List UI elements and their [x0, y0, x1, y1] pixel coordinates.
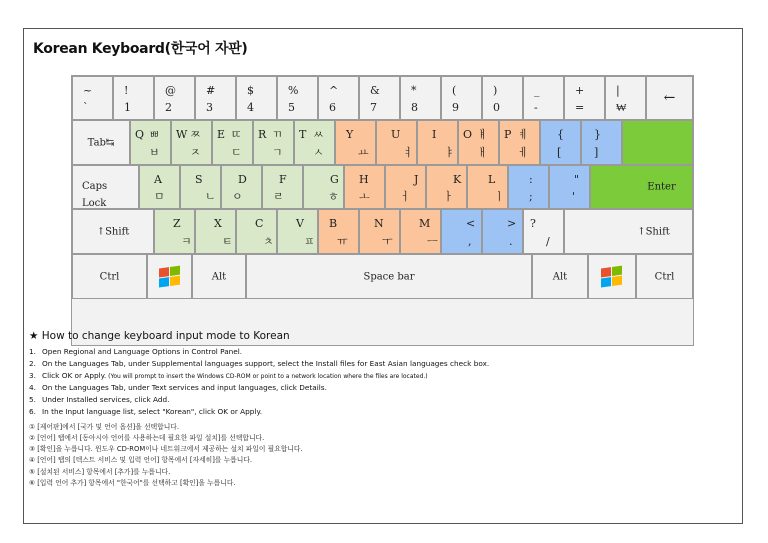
key-hangul-shift: ㅃ — [149, 128, 160, 141]
step-number: 3. — [29, 370, 36, 380]
key-latin: J — [414, 173, 419, 186]
key-3[interactable] — [195, 76, 236, 120]
key-hangul-shift: ㅉ — [190, 128, 201, 141]
key-latin: O — [463, 128, 473, 141]
key-hangul: ㄴ — [205, 190, 216, 203]
key-shift-char: ^ — [329, 84, 339, 97]
key-shift-char: } — [594, 128, 601, 141]
key-d[interactable] — [221, 165, 262, 209]
key-equals[interactable] — [564, 76, 605, 120]
key-hangul: ㅓ — [400, 190, 411, 203]
key-left-windows[interactable] — [147, 254, 192, 299]
key-backspace[interactable] — [646, 76, 693, 120]
key-hangul: ㅇ — [232, 190, 243, 203]
step-number: 6. — [29, 406, 36, 416]
key-l[interactable] — [467, 165, 508, 209]
list-item — [29, 370, 737, 383]
key-base-char: 9 — [452, 101, 459, 114]
key-latin: U — [391, 128, 401, 141]
key-latin: M — [419, 217, 431, 230]
key-hangul: ㅎ — [328, 190, 339, 203]
key-semicolon[interactable] — [508, 165, 549, 209]
key-shift-char: $ — [247, 84, 254, 97]
key-s[interactable] — [180, 165, 221, 209]
key-latin: B — [329, 217, 338, 230]
key-left-shift[interactable] — [72, 209, 154, 254]
key-latin: I — [432, 128, 437, 141]
caps-label-line1: Caps — [82, 181, 108, 192]
key-v[interactable] — [277, 209, 318, 254]
key-hangul: ㅂ — [149, 146, 160, 159]
key-w[interactable] — [171, 120, 212, 165]
key-label: Alt — [552, 271, 568, 282]
key-shift-char: > — [507, 217, 517, 230]
key-4[interactable] — [236, 76, 277, 120]
key-shift-char: { — [557, 128, 564, 141]
key-t[interactable] — [294, 120, 335, 165]
step-number: 1. — [29, 347, 36, 356]
key-hangul: ㅗ — [359, 190, 370, 203]
key-base-char: 5 — [288, 101, 295, 114]
instructions — [29, 329, 737, 489]
key-r[interactable] — [253, 120, 294, 165]
key-hangul: ㅏ — [443, 190, 454, 203]
key-hangul: ㅁ — [154, 190, 165, 203]
key-shift-char: & — [370, 84, 380, 97]
key-label: ↑Shift — [96, 226, 130, 237]
key-h[interactable] — [344, 165, 385, 209]
key-latin: E — [217, 128, 226, 141]
key-hangul: ㄹ — [273, 190, 284, 203]
key-o[interactable] — [458, 120, 499, 165]
list-item: ② [언어] 탭에서 [동아시아 언어를 사용하는데 필요한 파일 설치]를 선택합니다. — [29, 433, 265, 442]
key-base-char: 3 — [206, 101, 213, 114]
key-comma[interactable] — [441, 209, 482, 254]
key-shift-char: * — [411, 84, 417, 97]
key-hangul: ㅠ — [337, 235, 348, 248]
key-latin: Y — [346, 128, 354, 141]
instructions-heading: ★ How to change keyboard input mode to Korean — [29, 330, 290, 342]
key-label: Ctrl — [654, 271, 675, 282]
key-base-char: = — [575, 101, 585, 114]
key-base-char: 4 — [247, 101, 254, 114]
key-hangul: ㅋ — [181, 235, 192, 248]
key-slash[interactable] — [523, 209, 564, 254]
key-latin: H — [359, 173, 369, 186]
key-hangul: ㅊ — [263, 235, 274, 248]
key-hangul-shift: ㄲ — [272, 128, 283, 141]
key-base-char: ₩ — [616, 101, 627, 114]
key-latin: Q — [135, 128, 145, 141]
key-hangul: ㅅ — [313, 146, 324, 159]
key-9[interactable] — [441, 76, 482, 120]
key-shift-char: + — [575, 84, 585, 97]
key-base-char: [ — [557, 146, 562, 159]
key-label: Alt — [211, 271, 227, 282]
key-z[interactable] — [154, 209, 195, 254]
key-left-alt[interactable] — [192, 254, 246, 299]
key-q[interactable] — [130, 120, 171, 165]
key-base-char: 6 — [329, 101, 336, 114]
key-hangul: ㅕ — [403, 146, 414, 159]
key-space[interactable] — [246, 254, 532, 299]
key-base-char: - — [534, 101, 538, 114]
key-latin: F — [279, 173, 287, 186]
key-k[interactable] — [426, 165, 467, 209]
key-left-ctrl[interactable] — [72, 254, 147, 299]
key-base-char: ` — [83, 101, 89, 114]
list-item — [29, 382, 737, 394]
key-latin: S — [195, 173, 203, 186]
key-hangul: ㄱ — [272, 146, 283, 159]
backspace-arrow-icon: ← — [663, 90, 676, 106]
key-base-char: / — [546, 235, 550, 248]
key-base-char: 7 — [370, 101, 377, 114]
key-minus[interactable] — [523, 76, 564, 120]
key-u[interactable] — [376, 120, 417, 165]
key-label: Tab↹ — [87, 137, 115, 148]
key-latin: G — [330, 173, 339, 186]
key-base-char: 1 — [124, 101, 131, 114]
key-hangul-shift: ㅖ — [518, 128, 529, 141]
key-8[interactable] — [400, 76, 441, 120]
keyboard-layout — [71, 75, 694, 346]
key-left-bracket[interactable] — [540, 120, 581, 165]
key-grave[interactable] — [72, 76, 113, 120]
key-hangul-shift: ㅒ — [477, 128, 488, 141]
list-item: ① [제어판]에서 [국가 및 언어 옵션]을 선택합니다. — [29, 422, 180, 431]
step-text: Click OK or Apply. — [42, 370, 107, 380]
key-shift-char: ) — [493, 84, 498, 97]
key-latin: R — [258, 128, 267, 141]
key-e[interactable] — [212, 120, 253, 165]
step-number: 5. — [29, 395, 36, 405]
key-b[interactable] — [318, 209, 359, 254]
key-7[interactable] — [359, 76, 400, 120]
list-item: ③ [확인]을 누릅니다. 윈도우 CD-ROM이나 네트워크에서 제공하는 설치 파일이 필요합니다. — [29, 445, 303, 454]
key-base-char: 8 — [411, 101, 418, 114]
key-latin: Z — [173, 217, 181, 230]
list-item — [29, 346, 737, 358]
windows-logo-icon — [601, 265, 623, 288]
step-text: On the Languages Tab, under Supplemental languages support, select the Install files for East Asian languages check box. — [42, 358, 490, 368]
step-number: 4. — [29, 383, 36, 393]
step-text: Open Regional and Language Options in Control Panel. — [42, 347, 243, 356]
key-hangul: ㅜ — [382, 235, 393, 248]
key-right-alt[interactable] — [532, 254, 588, 299]
key-hangul: ㅌ — [222, 235, 233, 248]
key-hangul: ㄷ — [231, 146, 242, 159]
key-latin: C — [255, 217, 264, 230]
key-shift-char: ( — [452, 84, 457, 97]
key-1[interactable] — [113, 76, 154, 120]
key-latin: P — [504, 128, 512, 141]
key-label: Ctrl — [99, 271, 120, 282]
key-n[interactable] — [359, 209, 400, 254]
key-right-shift[interactable] — [564, 209, 693, 254]
list-item: ⑤ [설치된 서비스] 항목에서 [추가]를 누릅니다. — [29, 467, 171, 476]
key-enter-upper[interactable] — [622, 120, 693, 165]
key-hangul-shift: ㄸ — [231, 128, 242, 141]
key-latin: D — [238, 173, 247, 186]
key-hangul-shift: ㅆ — [313, 128, 324, 141]
key-quote[interactable] — [549, 165, 590, 209]
key-x[interactable] — [195, 209, 236, 254]
key-g[interactable] — [303, 165, 344, 209]
key-hangul: ㅡ — [427, 235, 438, 248]
key-base-char: 2 — [165, 101, 172, 114]
page-title: Korean Keyboard(한국어 자판) — [33, 41, 248, 57]
key-2[interactable] — [154, 76, 195, 120]
list-item — [29, 358, 737, 370]
key-enter[interactable] — [590, 165, 693, 209]
key-p[interactable] — [499, 120, 540, 165]
step-text: In the Input language list, select "Korean", click OK or Apply. — [42, 406, 263, 416]
key-label: Space bar — [363, 271, 415, 282]
key-latin: N — [374, 217, 384, 230]
key-hangul: ㅍ — [304, 235, 315, 248]
key-shift-char: ? — [530, 217, 536, 230]
step-text: Under Installed services, click Add. — [42, 395, 170, 405]
step-text: On the Languages Tab, under Text services and input languages, click Details. — [42, 383, 327, 393]
key-label: Enter — [647, 181, 676, 193]
list-item: ⑥ [입력 언어 추가] 항목에서 "한국어"를 선택하고 [확인]을 누릅니다. — [29, 478, 236, 487]
key-y[interactable] — [335, 120, 376, 165]
key-hangul: ㅛ — [358, 146, 369, 159]
key-latin: A — [154, 173, 162, 186]
key-shift-char: ~ — [83, 84, 93, 97]
key-j[interactable] — [385, 165, 426, 209]
key-i[interactable] — [417, 120, 458, 165]
key-tab[interactable] — [72, 120, 130, 165]
key-shift-char: % — [288, 84, 299, 97]
key-f[interactable] — [262, 165, 303, 209]
keyboard-guide-panel — [23, 28, 743, 524]
key-base-char: , — [468, 235, 472, 248]
key-hangul: ㅣ — [494, 190, 505, 203]
key-hangul: ㅔ — [518, 146, 529, 159]
key-base-char: . — [509, 235, 513, 248]
key-shift-char: | — [616, 84, 620, 97]
step-number: 2. — [29, 358, 36, 368]
english-steps — [29, 346, 737, 418]
key-hangul: ㅈ — [190, 146, 201, 159]
key-latin: L — [488, 173, 496, 186]
key-shift-char: < — [466, 217, 476, 230]
list-item — [29, 406, 737, 418]
key-base-char: 0 — [493, 101, 500, 114]
key-base-char: ; — [529, 190, 533, 203]
key-latin: X — [214, 217, 222, 230]
key-5[interactable] — [277, 76, 318, 120]
key-shift-char: ! — [124, 84, 129, 97]
key-latin: K — [453, 173, 462, 186]
step-note: (You will prompt to insert the Windows CD-ROM or point to a network location where the files are located.) — [106, 372, 428, 380]
key-a[interactable] — [139, 165, 180, 209]
key-6[interactable] — [318, 76, 359, 120]
key-latin: V — [296, 217, 304, 230]
key-m[interactable] — [400, 209, 441, 254]
key-hangul: ㅑ — [444, 146, 455, 159]
key-period[interactable] — [482, 209, 523, 254]
key-latin: T — [299, 128, 307, 141]
key-latin: W — [176, 128, 188, 141]
key-0[interactable] — [482, 76, 523, 120]
key-base-char: ] — [594, 146, 599, 159]
key-shift-char: @ — [165, 84, 176, 97]
key-shift-char: _ — [534, 84, 540, 97]
key-shift-char: " — [574, 173, 580, 186]
key-base-char: ' — [572, 190, 576, 203]
caps-label-line2: Lock — [82, 198, 107, 209]
key-right-bracket[interactable] — [581, 120, 622, 165]
windows-logo-icon — [159, 265, 181, 288]
korean-steps — [29, 422, 737, 489]
list-item: ④ [언어] 탭의 [텍스트 서비스 및 입력 언어] 항목에서 [자세히]를 누릅니다. — [29, 456, 253, 465]
key-shift-char: # — [206, 84, 216, 97]
key-right-windows[interactable] — [588, 254, 636, 299]
key-label — [82, 178, 107, 209]
key-c[interactable] — [236, 209, 277, 254]
key-right-ctrl[interactable] — [636, 254, 693, 299]
list-item — [29, 394, 737, 406]
key-label: ↑Shift — [637, 226, 670, 237]
key-won[interactable] — [605, 76, 646, 120]
key-shift-char: : — [529, 173, 533, 186]
key-hangul: ㅐ — [477, 146, 488, 159]
key-caps-lock[interactable] — [72, 165, 139, 209]
